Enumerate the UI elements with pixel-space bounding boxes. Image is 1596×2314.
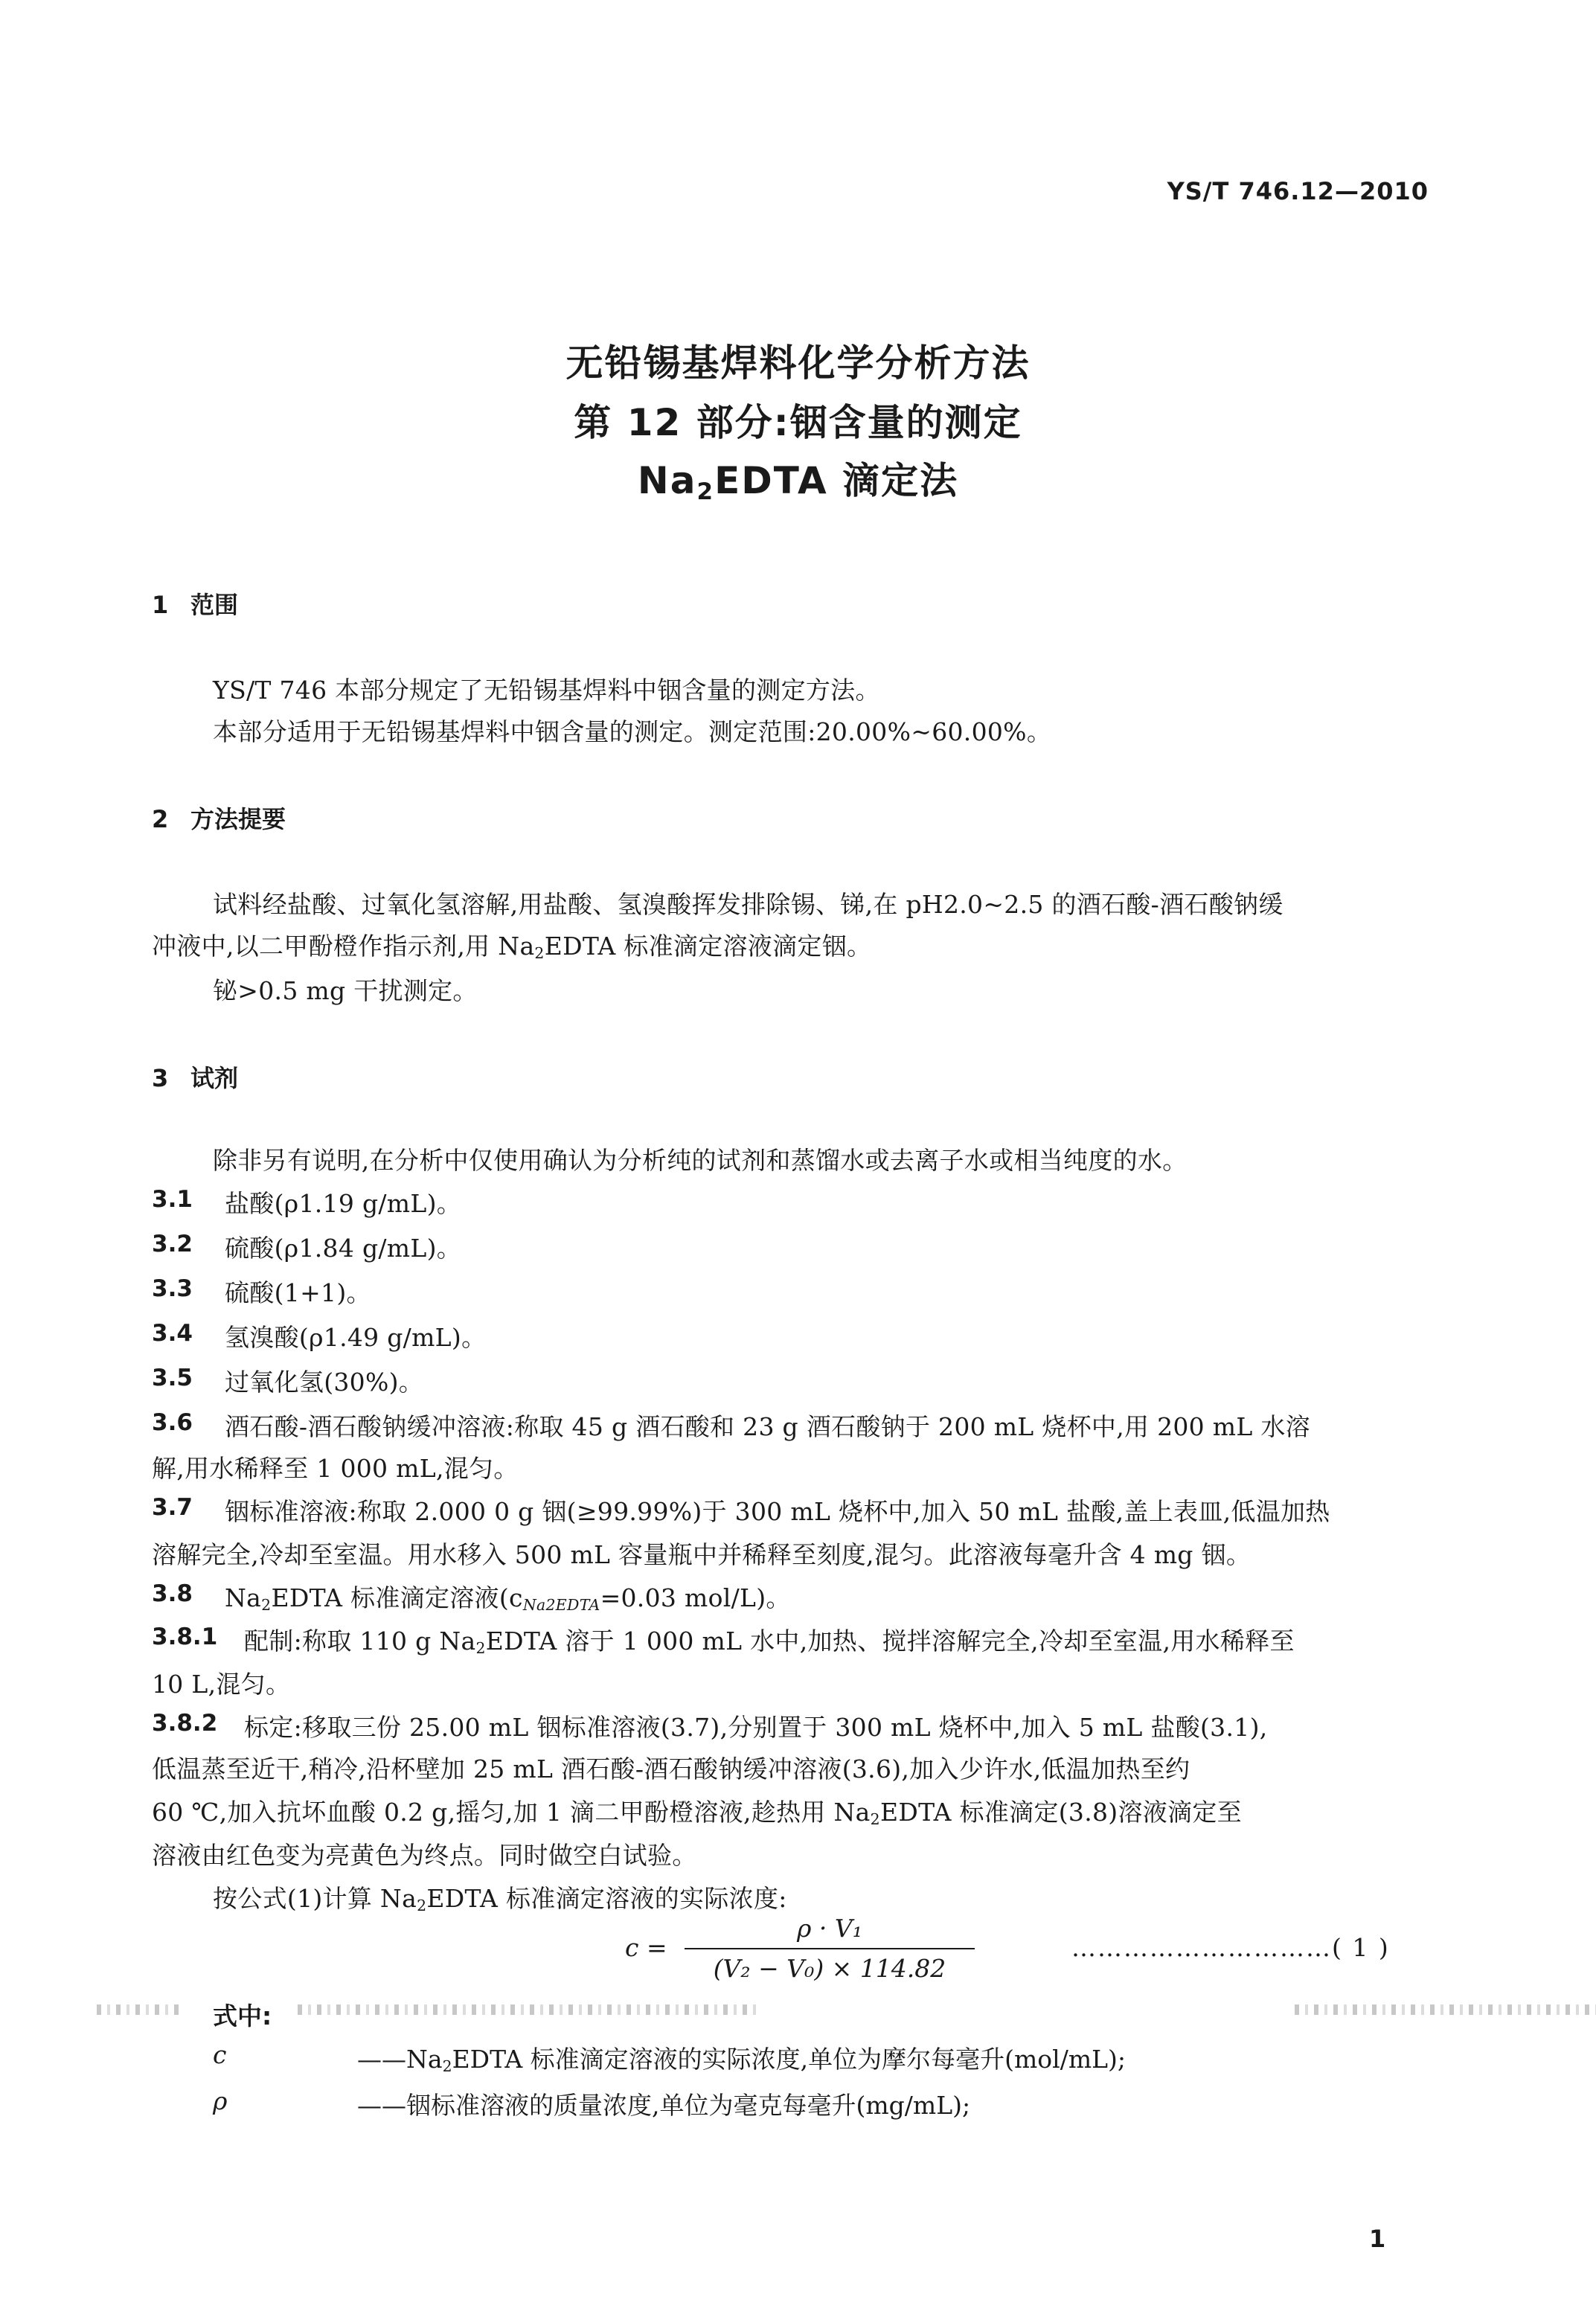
item-3-8-1-number: 3.8.1 <box>152 1624 218 1650</box>
item-3-8-2-line-2: 低温蒸至近干,稍冷,沿杯壁加 25 mL 酒石酸-酒石酸钠缓冲溶液(3.6),加入少许水,低温加热至约 <box>152 1754 1190 1783</box>
item-3-1-text: 盐酸(ρ1.19 g/mL)。 <box>225 1189 462 1218</box>
dot-leader: ………………………… <box>1071 1933 1332 1962</box>
section-2-line-2: 冲液中,以二甲酚橙作指示剂,用 $Na_2EDTA$ 标准滴定溶液滴定铟。 <box>152 932 872 963</box>
item-3-2-number: 3.2 <box>152 1231 193 1257</box>
item-3-8-2-line-1: 标定:移取三份 25.00 mL 铟标准溶液(3.7),分别置于 300 mL 烧杯中,加入 5 mL 盐酸(3.1), <box>244 1713 1268 1742</box>
section-1-heading: 1 范围 <box>152 591 239 619</box>
title-line-1: 无铅锡基焊料化学分析方法 <box>565 342 1031 385</box>
item-3-8-number: 3.8 <box>152 1580 193 1607</box>
symbol-c: c <box>213 2040 227 2069</box>
item-3-2-text: 硫酸(ρ1.84 g/mL)。 <box>225 1234 462 1263</box>
symbol-rho: ρ <box>213 2086 228 2115</box>
title-line-2: 第 12 部分:铟含量的测定 <box>574 401 1022 444</box>
scan-noise-middle <box>298 2004 759 2015</box>
item-3-6-number: 3.6 <box>152 1409 193 1436</box>
item-3-8-1-line-2: 10 L,混匀。 <box>152 1670 291 1699</box>
section-1-line-2: 本部分适用于无铅锡基焊料中铟含量的测定。测定范围:20.00%~60.00%。 <box>213 717 1052 746</box>
equation-number-label: ( 1 ) <box>1332 1933 1390 1962</box>
section-3-heading: 3 试剂 <box>152 1064 239 1092</box>
item-3-8-2-line-4: 溶液由红色变为亮黄色为终点。同时做空白试验。 <box>152 1841 697 1870</box>
scan-noise-left <box>97 2004 179 2015</box>
item-3-7-line-1: 铟标准溶液:称取 2.000 0 g 铟(≥99.99%)于 300 mL 烧杯中,加入 50 mL 盐酸,盖上表皿,低温加热 <box>225 1497 1330 1526</box>
item-3-5-number: 3.5 <box>152 1365 193 1391</box>
item-3-8-2-line-3: 60 ℃,加入抗坏血酸 0.2 g,摇匀,加 1 滴二甲酚橙溶液,趁热用 $Na_2EDTA$ 标准滴定(3.8)溶液滴定至 <box>152 1798 1242 1829</box>
item-3-6-line-1: 酒石酸-酒石酸钠缓冲溶液:称取 45 g 酒石酸和 23 g 酒石酸钠于 200 mL 烧杯中,用 200 mL 水溶 <box>225 1412 1310 1441</box>
section-2-heading: 2 方法提要 <box>152 805 286 833</box>
item-3-8-1-line-1: 配制:称取 110 g $Na_2EDTA$ 溶于 1 000 mL 水中,加热、搅拌溶解完全,冷却至室温,用水稀释至 <box>244 1626 1295 1658</box>
page-number: 1 <box>1369 2225 1386 2253</box>
section-2-line-3: 铋>0.5 mg 干扰测定。 <box>213 976 478 1005</box>
item-3-5-text: 过氧化氢(30%)。 <box>225 1368 424 1397</box>
item-3-7-line-2: 溶解完全,冷却至室温。用水移入 500 mL 容量瓶中并稀释至刻度,混匀。此溶液每毫升含 4 mg 铟。 <box>152 1540 1252 1569</box>
item-3-1-number: 3.1 <box>152 1186 193 1213</box>
item-3-4-number: 3.4 <box>152 1320 193 1347</box>
item-3-7-number: 3.7 <box>152 1494 193 1521</box>
title-line-3: $Na_2EDTA$ 滴定法 <box>637 459 959 505</box>
scan-noise-right <box>1295 2004 1596 2015</box>
item-3-8-text: $Na_2EDTA$ 标准滴定溶液($c_{Na2EDTA}=0.03$ mol/L)。 <box>225 1583 791 1615</box>
item-3-8-2-number: 3.8.2 <box>152 1710 218 1737</box>
section-1-line-1: YS/T 746 本部分规定了无铅锡基焊料中铟含量的测定方法。 <box>213 676 880 705</box>
symbol-c-description: $——Na_2EDTA$ 标准滴定溶液的实际浓度,单位为摩尔每毫升(mol/mL); <box>357 2045 1127 2076</box>
item-3-4-text: 氢溴酸(ρ1.49 g/mL)。 <box>225 1323 487 1352</box>
standard-code: YS/T 746.12—2010 <box>1167 177 1429 205</box>
item-3-3-text: 硫酸(1+1)。 <box>225 1278 371 1307</box>
formula-denominator: (V₂ − V₀) × 114.82 <box>713 1954 946 1983</box>
equation-number <box>1071 1933 1421 1962</box>
formula-fraction <box>685 1912 975 1985</box>
where-label: 式中: <box>213 2001 272 2031</box>
fraction-bar <box>685 1948 975 1949</box>
section-3-intro: 除非另有说明,在分析中仅使用确认为分析纯的试剂和蒸馏水或去离子水或相当纯度的水。 <box>213 1146 1188 1175</box>
formula-lhs: c = <box>625 1933 667 1962</box>
section-2-line-1: 试料经盐酸、过氧化氢溶解,用盐酸、氢溴酸挥发排除锡、锑,在 pH2.0~2.5 的酒石酸-酒石酸钠缓 <box>213 890 1283 919</box>
calculation-intro: 按公式(1)计算 $Na_2EDTA$ 标准滴定溶液的实际浓度: <box>213 1884 787 1915</box>
item-3-6-line-2: 解,用水稀释至 1 000 mL,混匀。 <box>152 1454 519 1483</box>
item-3-3-number: 3.3 <box>152 1275 193 1302</box>
formula-numerator: ρ · V₁ <box>797 1914 862 1943</box>
symbol-rho-description: ——铟标准溶液的质量浓度,单位为毫克每毫升(mg/mL); <box>357 2091 971 2120</box>
